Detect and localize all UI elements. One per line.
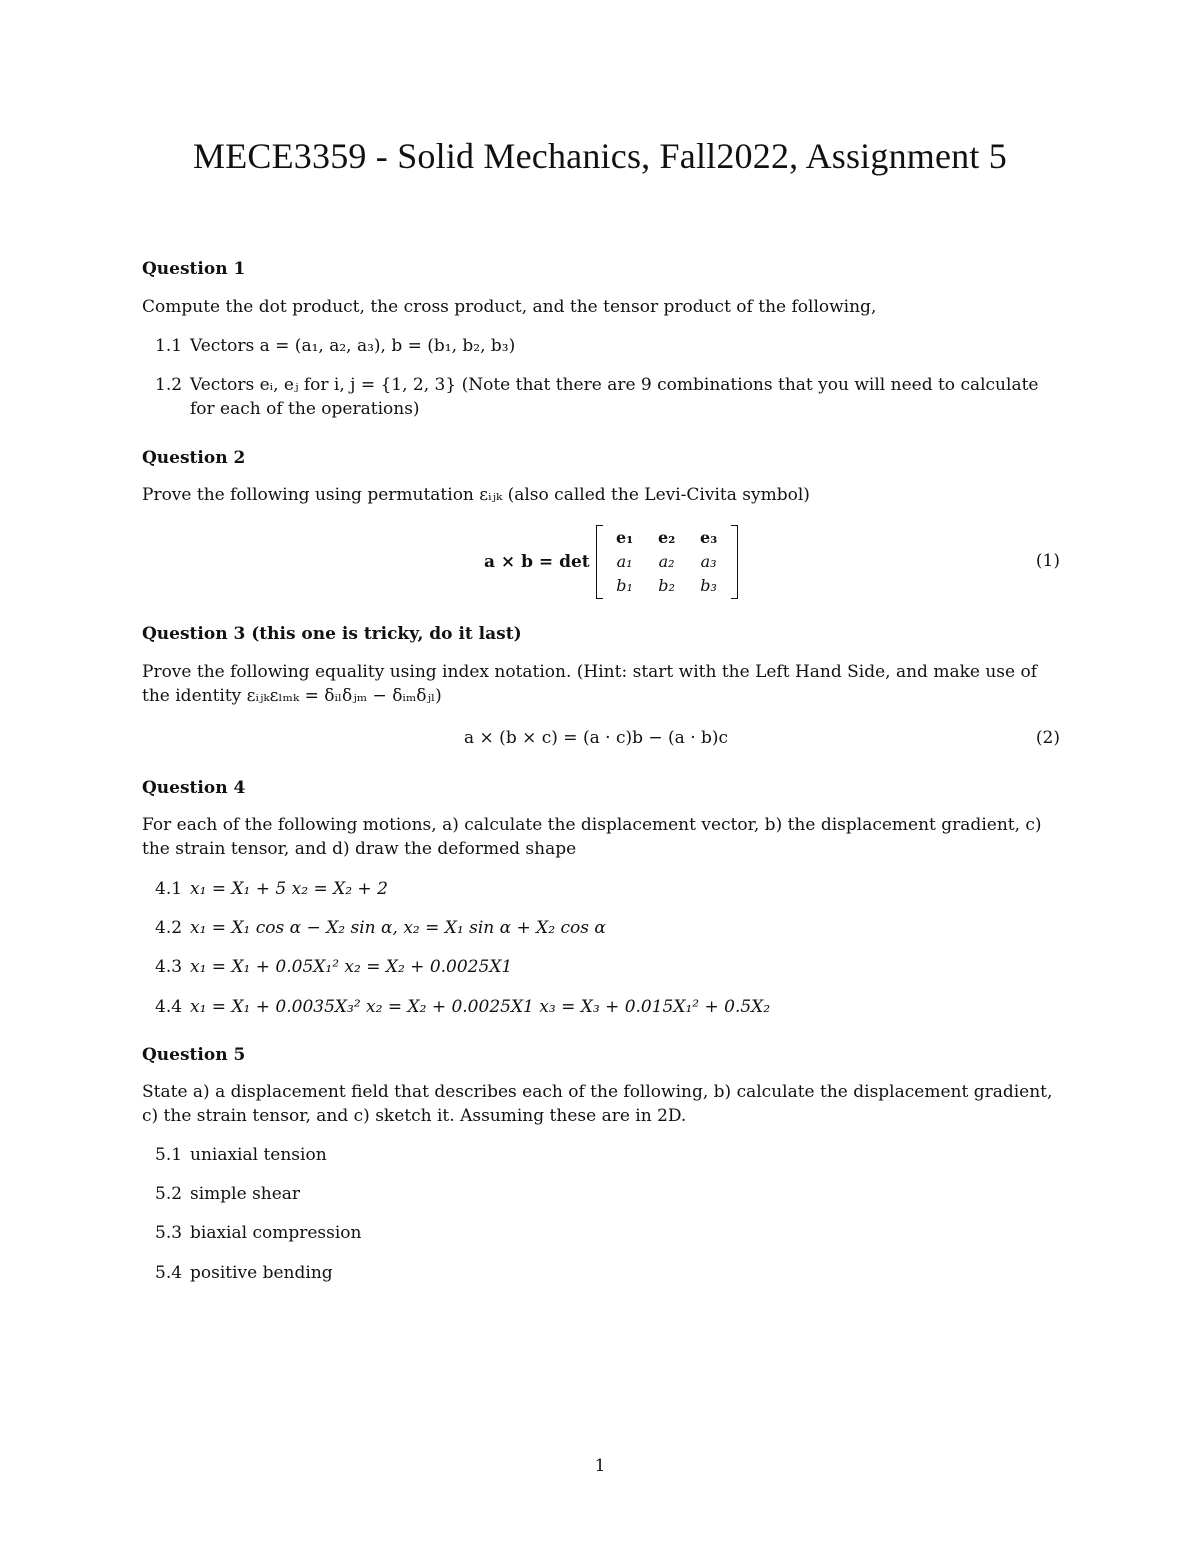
q5-item-3-num: 5.3 bbox=[155, 1223, 183, 1243]
q3-eq-number: (2) bbox=[1035, 728, 1060, 748]
q4-item-2-num: 4.2 bbox=[155, 918, 183, 938]
q1-intro: Compute the dot product, the cross product, and the tensor product of the following, bbox=[142, 297, 877, 317]
matrix-cell: b₃ bbox=[700, 576, 717, 595]
q5-item-1-num: 5.1 bbox=[155, 1145, 183, 1165]
q5-heading: Question 5 bbox=[142, 1045, 246, 1065]
q4-item-3-num: 4.3 bbox=[155, 957, 183, 977]
q5-item-4-text: positive bending bbox=[190, 1263, 333, 1283]
q5-item-3-text: biaxial compression bbox=[190, 1223, 362, 1243]
matrix-right-bracket bbox=[731, 525, 738, 599]
q2-heading: Question 2 bbox=[142, 448, 246, 468]
q5-item-4-num: 5.4 bbox=[155, 1263, 183, 1283]
q2-matrix bbox=[596, 527, 738, 597]
matrix-cell: e₂ bbox=[658, 528, 676, 547]
q5-item-2-num: 5.2 bbox=[155, 1184, 183, 1204]
q5-item-1-text: uniaxial tension bbox=[190, 1145, 327, 1165]
q4-item-4-num: 4.4 bbox=[155, 997, 183, 1017]
q5-intro: State a) a displacement field that describes each of the following, b) calculate the displacement gradient, c) the strain tensor, and c) sketch it. Assuming these are in 2D. bbox=[142, 1082, 1053, 1126]
q1-item-2-text: Vectors eᵢ, eⱼ for i, j = {1, 2, 3} (Note that there are 9 combinations that you will need to calculate for each of the operations) bbox=[190, 375, 1039, 419]
q4-item-1-text: x₁ = X₁ + 5 x₂ = X₂ + 2 bbox=[190, 879, 388, 899]
q5-item-2-text: simple shear bbox=[190, 1184, 301, 1204]
q2-eq-lhs: a × b = det bbox=[484, 552, 590, 572]
q4-heading: Question 4 bbox=[142, 778, 246, 798]
matrix-left-bracket bbox=[596, 525, 603, 599]
q2-intro: Prove the following using permutation εᵢⱼₖ (also called the Levi-Civita symbol) bbox=[142, 485, 810, 505]
q1-item-2-num: 1.2 bbox=[155, 375, 183, 395]
q4-item-3-text: x₁ = X₁ + 0.05X₁² x₂ = X₂ + 0.0025X1 bbox=[190, 957, 513, 977]
q4-item-2-text: x₁ = X₁ cos α − X₂ sin α, x₂ = X₁ sin α + X₂ cos α bbox=[190, 918, 606, 938]
q3-heading: Question 3 (this one is tricky, do it last) bbox=[142, 624, 522, 644]
q4-item-1-num: 4.1 bbox=[155, 879, 183, 899]
q4-item-4-text: x₁ = X₁ + 0.0035X₃² x₂ = X₂ + 0.0025X1 x₃ = X₃ + 0.015X₁² + 0.5X₂ bbox=[190, 997, 771, 1017]
q1-item-1-num: 1.1 bbox=[155, 336, 183, 356]
q3-eq-body: a × (b × c) = (a · c)b − (a · b)c bbox=[464, 728, 729, 748]
q3-intro: Prove the following equality using index notation. (Hint: start with the Left Hand Side, and make use of the identity εᵢⱼₖεₗₘₖ = δᵢₗδⱼₘ − δᵢₘδⱼₗ) bbox=[142, 662, 1038, 706]
matrix-cell: e₁ bbox=[616, 528, 634, 547]
matrix-cell: e₃ bbox=[700, 528, 718, 547]
matrix-cell: a₂ bbox=[658, 552, 675, 571]
matrix-cell: b₁ bbox=[616, 576, 633, 595]
page-number: 1 bbox=[594, 1456, 606, 1476]
matrix-cell: b₂ bbox=[658, 576, 675, 595]
q2-equation bbox=[142, 528, 1060, 596]
q4-intro: For each of the following motions, a) calculate the displacement vector, b) the displacement gradient, c) the strain tensor, and d) draw the deformed shape bbox=[142, 815, 1042, 859]
q3-equation bbox=[142, 728, 1060, 752]
q1-item-1-text: Vectors a = (a₁, a₂, a₃), b = (b₁, b₂, b₃) bbox=[190, 336, 516, 356]
matrix-cell: a₃ bbox=[700, 552, 717, 571]
q2-eq-number: (1) bbox=[1035, 551, 1060, 571]
document-title: MECE3359 - Solid Mechanics, Fall2022, Assignment 5 bbox=[193, 136, 1007, 176]
matrix-cell: a₁ bbox=[616, 552, 633, 571]
q1-heading: Question 1 bbox=[142, 259, 246, 279]
